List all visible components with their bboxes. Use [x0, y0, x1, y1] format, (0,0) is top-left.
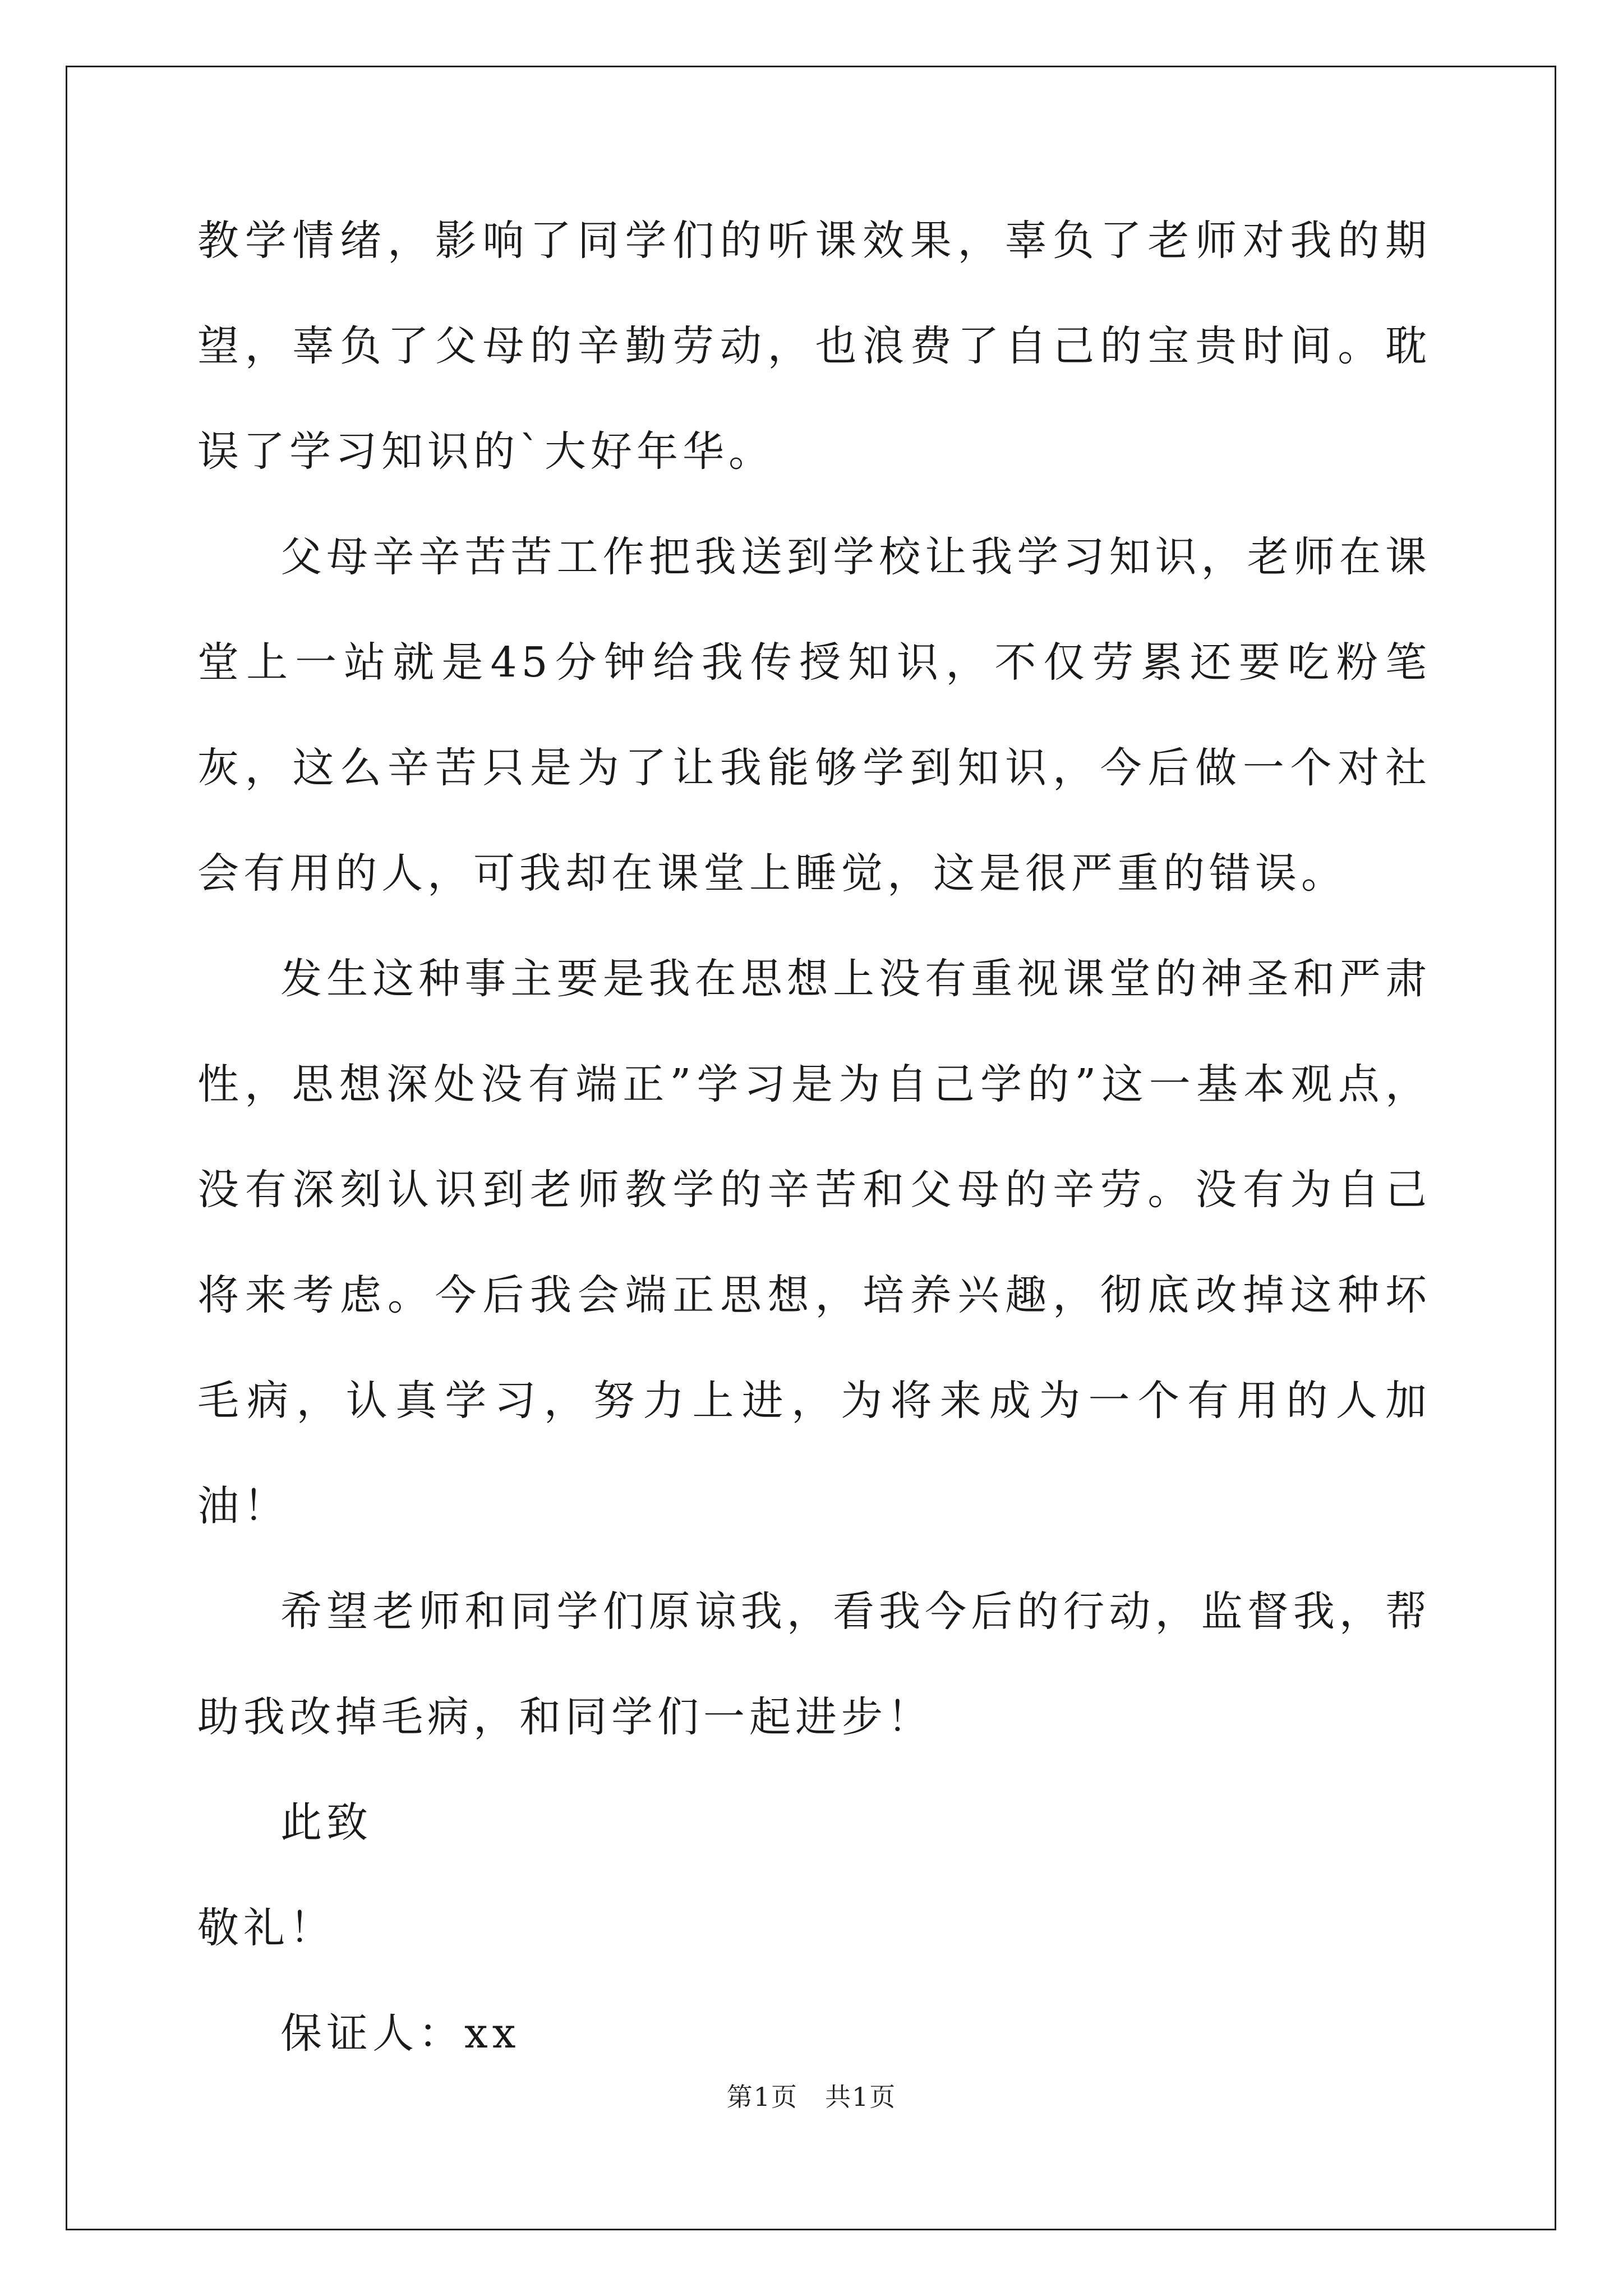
closing-salutation: 此致	[280, 1798, 372, 1847]
page-number-footer: 第1页 共1页	[726, 2082, 897, 2112]
paragraph-3: 发生这种事主要是我在思想上没有重视课堂的神圣和严肃性，思想深处没有端正”学习是为自己学的”这一基本观点，没有深刻认识到老师教学的辛苦和父母的辛劳。没有为自己将来考虑。今后我会端正思想，培养兴趣，彻底改掉这种坏毛病，认真学习，努力上进，为将来成为一个有用的人加油！	[197, 955, 1431, 1530]
closing-regards: 敬礼！	[197, 1904, 335, 1952]
paragraph-1: 教学情绪，影响了同学们的听课效果，辜负了老师对我的期望，辜负了父母的辛勤劳动，也浪费了自己的宝贵时间。耽误了学习知识的`大好年华。	[197, 217, 1431, 476]
signature-line: 保证人：xx	[280, 2009, 520, 2058]
paragraph-4: 希望老师和同学们原谅我，看我今后的行动，监督我，帮助我改掉毛病，和同学们一起进步！	[197, 1588, 1431, 1741]
document-body	[197, 188, 1431, 2086]
paragraph-2: 父母辛辛苦苦工作把我送到学校让我学习知识，老师在课堂上一站就是45分钟给我传授知识，不仅劳累还要吃粉笔灰，这么辛苦只是为了让我能够学到知识，今后做一个对社会有用的人，可我却在课堂上睡觉，这是很严重的错误。	[197, 533, 1431, 898]
